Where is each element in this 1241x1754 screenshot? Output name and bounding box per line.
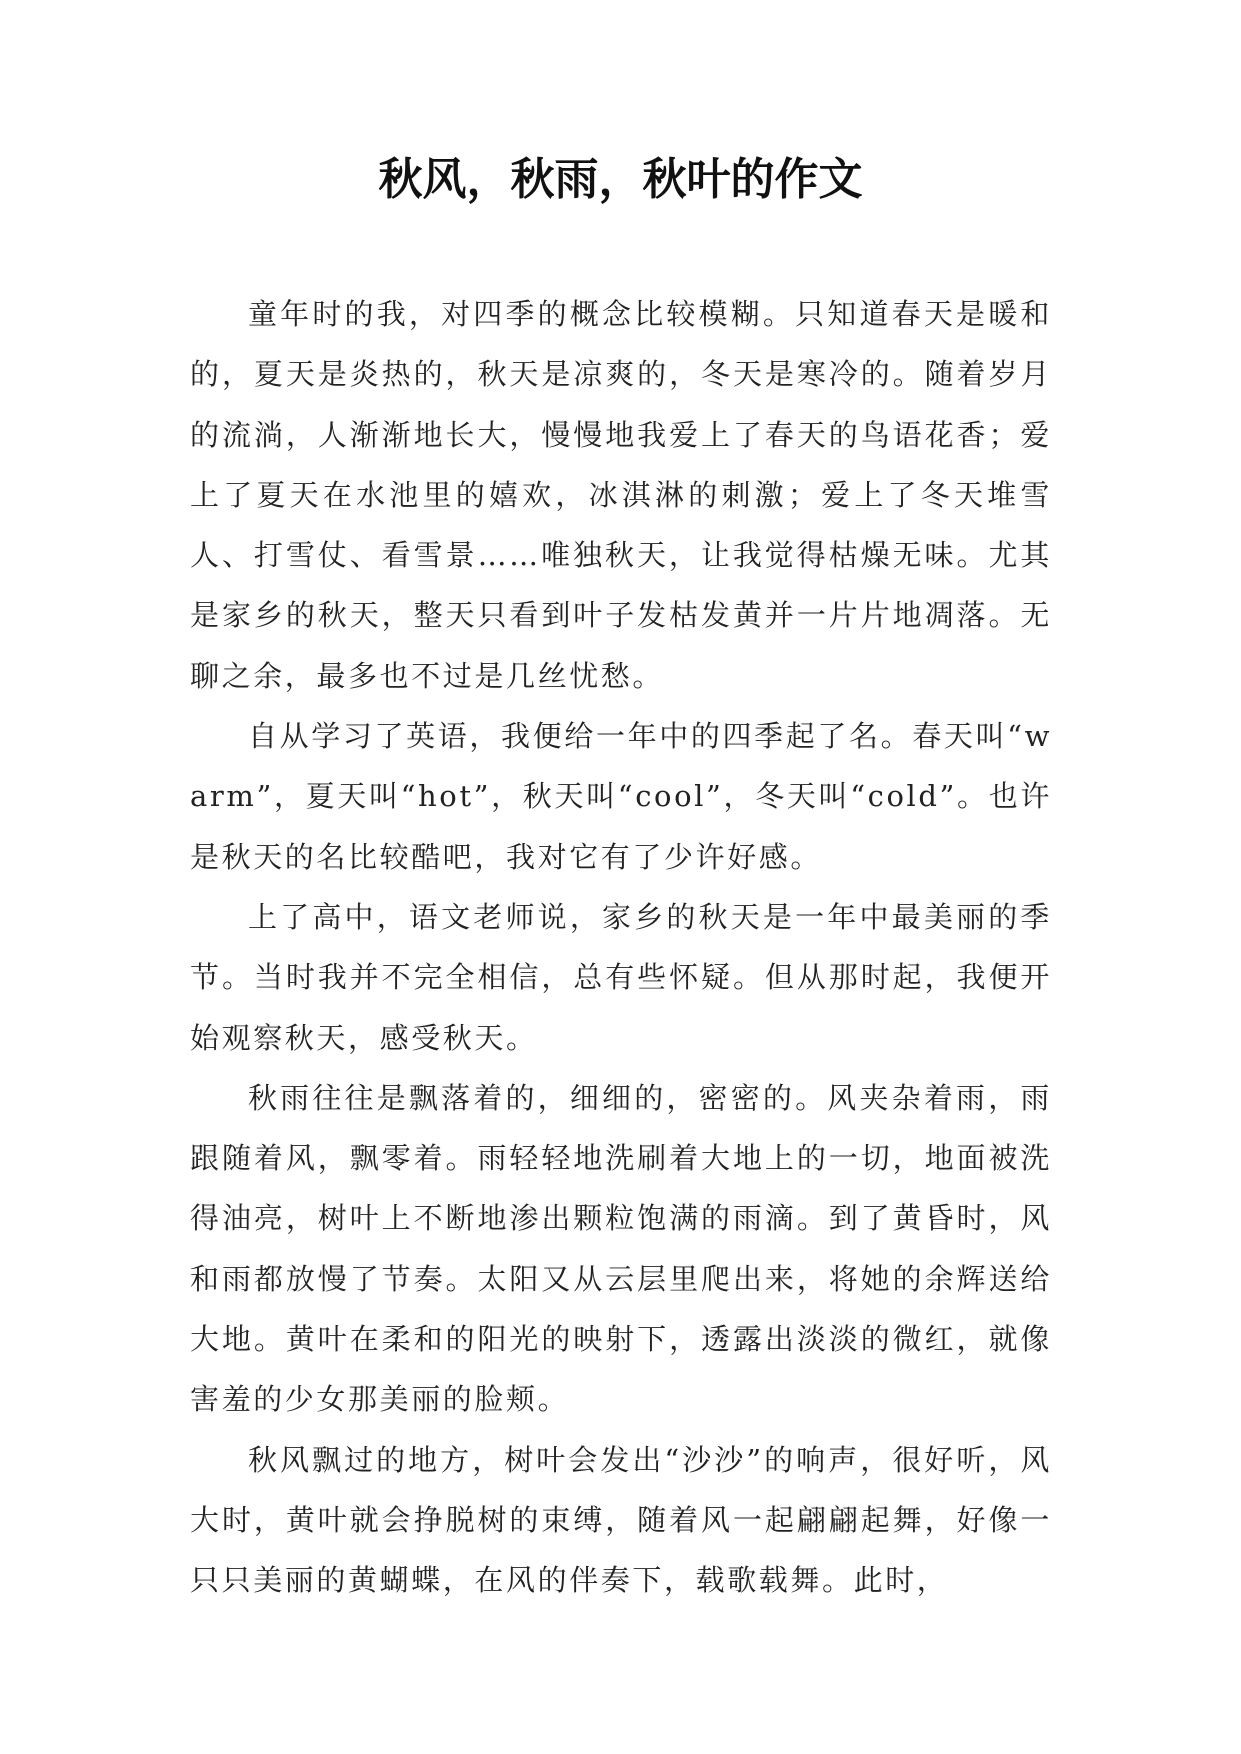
document-body xyxy=(190,284,1052,1611)
paragraph-3: 上了高中，语文老师说，家乡的秋天是一年中最美丽的季节。当时我并不完全相信，总有些怀疑。但从那时起，我便开始观察秋天，感受秋天。 xyxy=(190,899,1052,1055)
paragraph-4: 秋雨往往是飘落着的，细细的，密密的。风夹杂着雨，雨跟随着风，飘零着。雨轻轻地洗刷着大地上的一切，地面被洗得油亮，树叶上不断地渗出颗粒饱满的雨滴。到了黄昏时，风和雨都放慢了节奏。太阳又从云层里爬出来，将她的余辉送给大地。黄叶在柔和的阳光的映射下，透露出淡淡的微红，就像害羞的少女那美丽的脸颊。 xyxy=(190,1080,1052,1417)
paragraph-2: 自从学习了英语，我便给一年中的四季起了名。春天叫“warm”，夏天叫“hot”，秋天叫“cool”，冬天叫“cold”。也许是秋天的名比较酷吧，我对它有了少许好感。 xyxy=(190,719,1052,874)
paragraph-5: 秋风飘过的地方，树叶会发出“沙沙”的响声，很好听，风大时，黄叶就会挣脱树的束缚，随着风一起翩翩起舞，好像一只只美丽的黄蝴蝶，在风的伴奏下，载歌载舞。此时， xyxy=(190,1442,1052,1598)
document-title: 秋风，秋雨，秋叶的作文 xyxy=(378,154,863,205)
paragraph-1: 童年时的我，对四季的概念比较模糊。只知道春天是暖和的，夏天是炎热的，秋天是凉爽的，冬天是寒冷的。随着岁月的流淌，人渐渐地长大，慢慢地我爱上了春天的鸟语花香；爱上了夏天在水池里的嬉欢，冰淇淋的刺激；爱上了冬天堆雪人、打雪仗、看雪景……唯独秋天，让我觉得枯燥无味。尤其是家乡的秋天，整天只看到叶子发枯发黄并一片片地凋落。无聊之余，最多也不过是几丝忧愁。 xyxy=(190,297,1052,693)
